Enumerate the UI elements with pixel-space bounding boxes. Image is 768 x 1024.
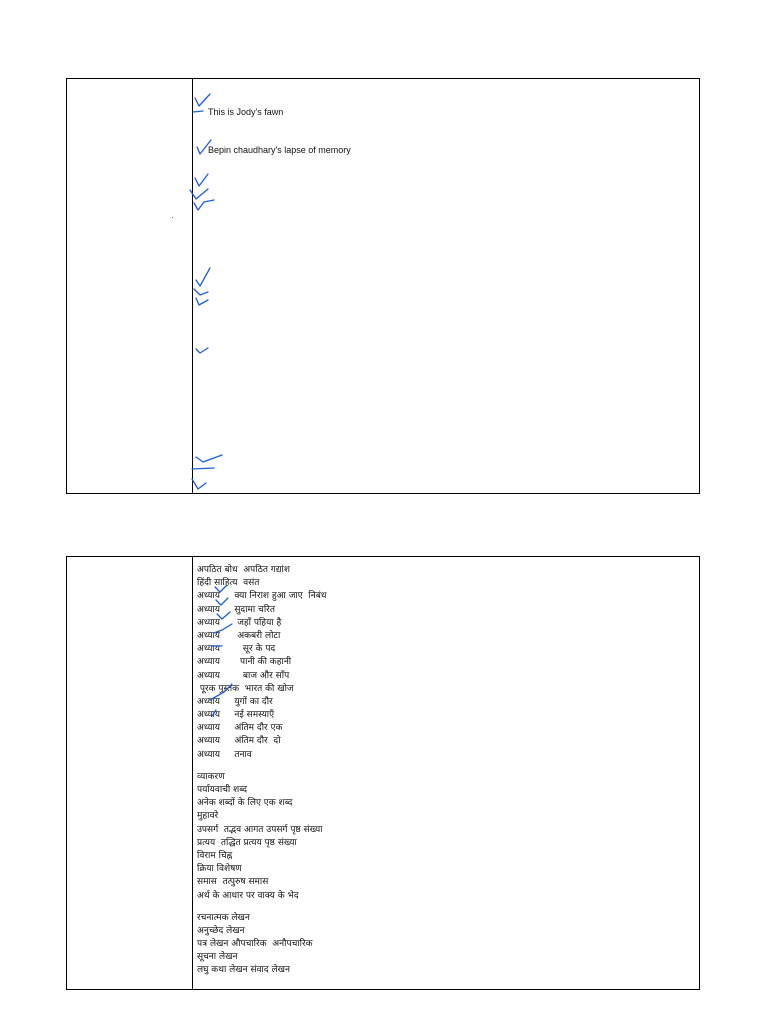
check-mark-icon [193,111,203,112]
syllabus-line: पत्र लेखन औपचारिक अनौपचारिक [197,939,313,950]
check-mark-icon [192,468,214,469]
syllabus-line: हिंदी साहित्य वसंत [197,578,260,589]
syllabus-line: अध्याय क्या निराश हुआ जाए निबंध [197,591,327,602]
check-mark-icon [192,479,206,489]
syllabus-line: अध्याय जहाँ पहिया है [197,617,282,628]
syllabus-line: अध्याय अंतिम दौर दो [197,736,281,747]
syllabus-line: सूचना लेखन [197,952,238,963]
entry-bepin-chaudhary: Bepin chaudhary's lapse of memory [208,145,351,155]
check-mark-icon [210,684,232,700]
syllabus-line: समास तत्पुरुष समास [197,877,269,888]
syllabus-line: अध्याय युगों का दौर [197,696,273,707]
syllabus-line: रचनात्मक लेखन [197,912,250,923]
check-mark-icon [217,612,230,619]
syllabus-line: अध्याय बाज और साँप [197,670,290,681]
syllabus-line: उपसर्ग तद्भव आगत उपसर्ग पृष्ठ संख्या [197,824,323,835]
syllabus-line: अपठित बोध अपठित गद्यांश [197,565,290,575]
syllabus-line: अनुच्छेद लेखन [197,925,245,936]
check-mark-icon [196,268,210,286]
check-mark-icon [196,455,222,462]
syllabus-line: अध्याय अंतिम दौर एक [197,723,283,734]
syllabus-line: पूरक पुस्तक भारत की खोज [197,683,294,694]
check-mark-icon [197,140,211,154]
syllabus-line: अध्याय तनाव [197,749,252,760]
syllabus-line: अध्याय नई समस्याएँ [197,710,275,721]
syllabus-line: व्याकरण [197,771,225,782]
check-mark-icon [196,298,208,305]
syllabus-line: अध्याय सूर के पद [197,644,276,655]
check-mark-icon [195,94,210,106]
syllabus-line: अनेक शब्दों के लिए एक शब्द [197,798,293,809]
syllabus-line: क्रिया विशेषण [197,864,242,875]
check-mark-icon [214,624,232,633]
entry-jodys-fawn: This is Jody's fawn [208,107,284,117]
syllabus-line: लघु कथा लेखन संवाद लेखन [197,965,290,976]
check-mark-icon [194,289,208,295]
syllabus-line: अध्याय पानी की कहानी [197,657,292,668]
syllabus-line: मुहावरे [197,811,219,822]
check-mark-icon [215,586,226,592]
syllabus-line: अर्थ के आधार पर वाक्य के भेद [197,890,299,901]
check-mark-icon [212,710,216,716]
check-mark-icon [195,174,208,186]
syllabus-line: अध्याय अकबरी लोटा [197,630,281,641]
syllabus-line: अध्याय सुदामा चरित [197,604,275,615]
check-mark-icon [194,200,214,210]
syllabus-line: पर्यायवाची शब्द [197,785,248,795]
check-mark-icon [216,598,228,605]
syllabus-line: प्रत्यय तद्धित प्रत्यय पृष्ठ संख्या [197,837,297,848]
check-mark-icon [190,189,208,199]
syllabus-line: विराम चिह्न [197,850,233,861]
check-mark-icon [196,348,208,353]
